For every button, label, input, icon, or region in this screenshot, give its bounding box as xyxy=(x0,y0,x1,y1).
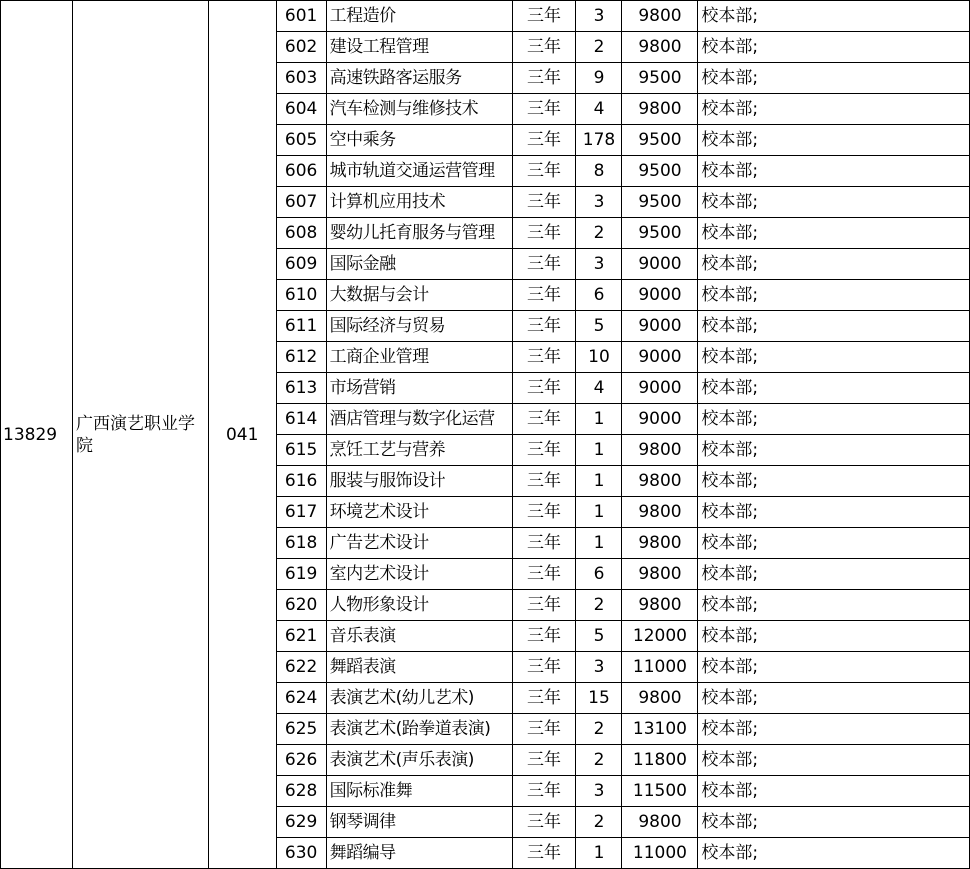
tuition-fee-cell: 9000 xyxy=(622,342,698,373)
campus-cell: 校本部; xyxy=(698,714,970,745)
tuition-fee-cell: 9800 xyxy=(622,590,698,621)
plan-count-cell: 1 xyxy=(576,528,622,559)
duration-cell: 三年 xyxy=(512,683,576,714)
plan-count-cell: 6 xyxy=(576,280,622,311)
duration-cell: 三年 xyxy=(512,590,576,621)
major-code-cell: 618 xyxy=(276,528,326,559)
plan-count-cell: 2 xyxy=(576,714,622,745)
tuition-fee-cell: 9000 xyxy=(622,280,698,311)
major-code-cell: 620 xyxy=(276,590,326,621)
major-name-cell: 酒店管理与数字化运营 xyxy=(326,404,512,435)
duration-cell: 三年 xyxy=(512,218,576,249)
major-code-cell: 628 xyxy=(276,776,326,807)
major-code-cell: 622 xyxy=(276,652,326,683)
table-row xyxy=(1,1,970,32)
major-code-cell: 602 xyxy=(276,32,326,63)
duration-cell: 三年 xyxy=(512,373,576,404)
tuition-fee-cell: 13100 xyxy=(622,714,698,745)
duration-cell: 三年 xyxy=(512,497,576,528)
campus-cell: 校本部; xyxy=(698,683,970,714)
major-code-cell: 615 xyxy=(276,435,326,466)
table-body xyxy=(1,1,970,869)
major-code-cell: 626 xyxy=(276,745,326,776)
campus-cell: 校本部; xyxy=(698,528,970,559)
major-code-cell: 617 xyxy=(276,497,326,528)
duration-cell: 三年 xyxy=(512,1,576,32)
major-code-cell: 610 xyxy=(276,280,326,311)
plan-count-cell: 178 xyxy=(576,125,622,156)
duration-cell: 三年 xyxy=(512,776,576,807)
plan-count-cell: 1 xyxy=(576,497,622,528)
campus-cell: 校本部; xyxy=(698,590,970,621)
tuition-fee-cell: 9800 xyxy=(622,94,698,125)
plan-count-cell: 2 xyxy=(576,218,622,249)
plan-count-cell: 3 xyxy=(576,652,622,683)
duration-cell: 三年 xyxy=(512,125,576,156)
major-name-cell: 计算机应用技术 xyxy=(326,187,512,218)
tuition-fee-cell: 9500 xyxy=(622,125,698,156)
plan-count-cell: 3 xyxy=(576,776,622,807)
major-code-cell: 619 xyxy=(276,559,326,590)
major-code-cell: 624 xyxy=(276,683,326,714)
plan-count-cell: 2 xyxy=(576,32,622,63)
plan-count-cell: 10 xyxy=(576,342,622,373)
campus-cell: 校本部; xyxy=(698,373,970,404)
duration-cell: 三年 xyxy=(512,838,576,869)
major-code-cell: 604 xyxy=(276,94,326,125)
major-name-cell: 空中乘务 xyxy=(326,125,512,156)
major-code-cell: 606 xyxy=(276,156,326,187)
major-code-cell: 629 xyxy=(276,807,326,838)
plan-count-cell: 2 xyxy=(576,807,622,838)
campus-cell: 校本部; xyxy=(698,156,970,187)
tuition-fee-cell: 9500 xyxy=(622,218,698,249)
tuition-fee-cell: 9000 xyxy=(622,249,698,280)
major-name-cell: 国际经济与贸易 xyxy=(326,311,512,342)
campus-cell: 校本部; xyxy=(698,280,970,311)
tuition-fee-cell: 11000 xyxy=(622,838,698,869)
plan-count-cell: 1 xyxy=(576,435,622,466)
tuition-fee-cell: 11800 xyxy=(622,745,698,776)
tuition-fee-cell: 9800 xyxy=(622,807,698,838)
campus-cell: 校本部; xyxy=(698,311,970,342)
major-code-cell: 603 xyxy=(276,63,326,94)
major-name-cell: 表演艺术(跆拳道表演) xyxy=(326,714,512,745)
major-name-cell: 城市轨道交通运营管理 xyxy=(326,156,512,187)
major-name-cell: 环境艺术设计 xyxy=(326,497,512,528)
campus-cell: 校本部; xyxy=(698,745,970,776)
tuition-fee-cell: 9800 xyxy=(622,32,698,63)
duration-cell: 三年 xyxy=(512,745,576,776)
duration-cell: 三年 xyxy=(512,156,576,187)
duration-cell: 三年 xyxy=(512,559,576,590)
plan-count-cell: 1 xyxy=(576,404,622,435)
major-name-cell: 表演艺术(声乐表演) xyxy=(326,745,512,776)
tuition-fee-cell: 9800 xyxy=(622,1,698,32)
campus-cell: 校本部; xyxy=(698,559,970,590)
major-code-cell: 601 xyxy=(276,1,326,32)
campus-cell: 校本部; xyxy=(698,621,970,652)
tuition-fee-cell: 9500 xyxy=(622,63,698,94)
major-code-cell: 621 xyxy=(276,621,326,652)
tuition-fee-cell: 9800 xyxy=(622,435,698,466)
duration-cell: 三年 xyxy=(512,187,576,218)
plan-count-cell: 15 xyxy=(576,683,622,714)
duration-cell: 三年 xyxy=(512,63,576,94)
plan-count-cell: 5 xyxy=(576,621,622,652)
school-name-cell: 广西演艺职业学院 xyxy=(72,1,208,869)
plan-count-cell: 3 xyxy=(576,1,622,32)
campus-cell: 校本部; xyxy=(698,466,970,497)
major-name-cell: 舞蹈表演 xyxy=(326,652,512,683)
campus-cell: 校本部; xyxy=(698,249,970,280)
major-name-cell: 国际金融 xyxy=(326,249,512,280)
major-name-cell: 国际标准舞 xyxy=(326,776,512,807)
tuition-fee-cell: 9800 xyxy=(622,559,698,590)
duration-cell: 三年 xyxy=(512,435,576,466)
plan-count-cell: 3 xyxy=(576,249,622,280)
major-name-cell: 大数据与会计 xyxy=(326,280,512,311)
plan-count-cell: 4 xyxy=(576,373,622,404)
major-name-cell: 烹饪工艺与营养 xyxy=(326,435,512,466)
major-name-cell: 高速铁路客运服务 xyxy=(326,63,512,94)
major-name-cell: 音乐表演 xyxy=(326,621,512,652)
major-name-cell: 表演艺术(幼儿艺术) xyxy=(326,683,512,714)
tuition-fee-cell: 9000 xyxy=(622,404,698,435)
duration-cell: 三年 xyxy=(512,94,576,125)
tuition-fee-cell: 9800 xyxy=(622,683,698,714)
major-name-cell: 钢琴调律 xyxy=(326,807,512,838)
plan-count-cell: 6 xyxy=(576,559,622,590)
major-code-cell: 605 xyxy=(276,125,326,156)
major-name-cell: 舞蹈编导 xyxy=(326,838,512,869)
tuition-fee-cell: 9800 xyxy=(622,466,698,497)
plan-count-cell: 5 xyxy=(576,311,622,342)
major-name-cell: 汽车检测与维修技术 xyxy=(326,94,512,125)
campus-cell: 校本部; xyxy=(698,63,970,94)
campus-cell: 校本部; xyxy=(698,776,970,807)
duration-cell: 三年 xyxy=(512,404,576,435)
duration-cell: 三年 xyxy=(512,652,576,683)
campus-cell: 校本部; xyxy=(698,187,970,218)
duration-cell: 三年 xyxy=(512,466,576,497)
campus-cell: 校本部; xyxy=(698,404,970,435)
major-name-cell: 婴幼儿托育服务与管理 xyxy=(326,218,512,249)
plan-count-cell: 2 xyxy=(576,745,622,776)
campus-cell: 校本部; xyxy=(698,435,970,466)
campus-cell: 校本部; xyxy=(698,807,970,838)
major-name-cell: 市场营销 xyxy=(326,373,512,404)
tuition-fee-cell: 11000 xyxy=(622,652,698,683)
tuition-fee-cell: 12000 xyxy=(622,621,698,652)
campus-cell: 校本部; xyxy=(698,497,970,528)
duration-cell: 三年 xyxy=(512,249,576,280)
duration-cell: 三年 xyxy=(512,280,576,311)
major-code-cell: 608 xyxy=(276,218,326,249)
major-code-cell: 609 xyxy=(276,249,326,280)
tuition-fee-cell: 11500 xyxy=(622,776,698,807)
major-name-cell: 广告艺术设计 xyxy=(326,528,512,559)
major-name-cell: 工程造价 xyxy=(326,1,512,32)
tuition-fee-cell: 9800 xyxy=(622,497,698,528)
major-code-cell: 607 xyxy=(276,187,326,218)
plan-count-cell: 3 xyxy=(576,187,622,218)
plan-count-cell: 1 xyxy=(576,466,622,497)
major-name-cell: 人物形象设计 xyxy=(326,590,512,621)
duration-cell: 三年 xyxy=(512,621,576,652)
plan-count-cell: 9 xyxy=(576,63,622,94)
campus-cell: 校本部; xyxy=(698,1,970,32)
major-code-cell: 616 xyxy=(276,466,326,497)
major-name-cell: 服装与服饰设计 xyxy=(326,466,512,497)
major-code-cell: 614 xyxy=(276,404,326,435)
major-name-cell: 室内艺术设计 xyxy=(326,559,512,590)
school-code-cell: 13829 xyxy=(1,1,73,869)
tuition-fee-cell: 9000 xyxy=(622,373,698,404)
tuition-fee-cell: 9500 xyxy=(622,156,698,187)
campus-cell: 校本部; xyxy=(698,94,970,125)
major-name-cell: 建设工程管理 xyxy=(326,32,512,63)
campus-cell: 校本部; xyxy=(698,838,970,869)
campus-cell: 校本部; xyxy=(698,125,970,156)
group-code-cell: 041 xyxy=(208,1,276,869)
tuition-fee-cell: 9800 xyxy=(622,528,698,559)
major-code-cell: 625 xyxy=(276,714,326,745)
tuition-fee-cell: 9500 xyxy=(622,187,698,218)
campus-cell: 校本部; xyxy=(698,32,970,63)
duration-cell: 三年 xyxy=(512,528,576,559)
duration-cell: 三年 xyxy=(512,342,576,373)
campus-cell: 校本部; xyxy=(698,342,970,373)
duration-cell: 三年 xyxy=(512,807,576,838)
campus-cell: 校本部; xyxy=(698,218,970,249)
duration-cell: 三年 xyxy=(512,32,576,63)
tuition-fee-cell: 9000 xyxy=(622,311,698,342)
duration-cell: 三年 xyxy=(512,714,576,745)
major-code-cell: 611 xyxy=(276,311,326,342)
major-code-cell: 630 xyxy=(276,838,326,869)
duration-cell: 三年 xyxy=(512,311,576,342)
plan-count-cell: 2 xyxy=(576,590,622,621)
plan-count-cell: 4 xyxy=(576,94,622,125)
campus-cell: 校本部; xyxy=(698,652,970,683)
plan-count-cell: 1 xyxy=(576,838,622,869)
plan-count-cell: 8 xyxy=(576,156,622,187)
major-code-cell: 612 xyxy=(276,342,326,373)
major-code-cell: 613 xyxy=(276,373,326,404)
major-name-cell: 工商企业管理 xyxy=(326,342,512,373)
